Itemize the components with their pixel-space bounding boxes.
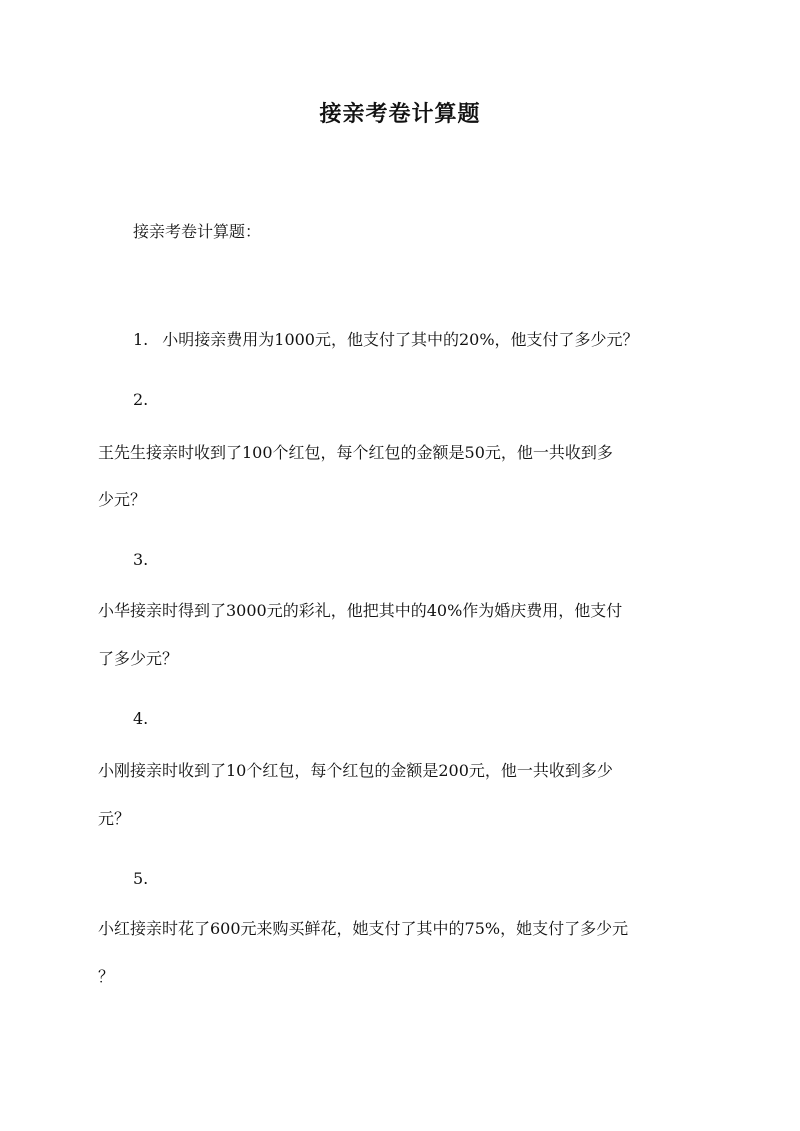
question-text: 少元？ (98, 490, 147, 509)
question-text: 小红接亲时花了600元来购买鲜花，她支付了其中的75%，她支付了多少元 (98, 919, 629, 938)
question-text: 王先生接亲时收到了100个红包，每个红包的金额是50元，他一共收到多 (98, 443, 613, 462)
question-text: 小刚接亲时收到了10个红包，每个红包的金额是200元，他一共收到多少 (98, 761, 613, 780)
question-number: 5. (133, 869, 149, 888)
subtitle: 接亲考卷计算题： (133, 222, 262, 241)
question-number: 4. (133, 709, 149, 728)
question-number: 1. (133, 330, 149, 349)
question-1 (133, 327, 639, 350)
question-text: 了多少元？ (98, 649, 179, 668)
question-text: ？ (98, 967, 115, 986)
question-number: 2. (133, 390, 149, 409)
question-text: 小明接亲费用为1000元，他支付了其中的20%，他支付了多少元？ (162, 330, 639, 349)
question-text: 元？ (98, 809, 131, 828)
question-number: 3. (133, 550, 149, 569)
page-title: 接亲考卷计算题 (319, 101, 481, 127)
question-text: 小华接亲时得到了3000元的彩礼，他把其中的40%作为婚庆费用，他支付 (98, 601, 623, 620)
